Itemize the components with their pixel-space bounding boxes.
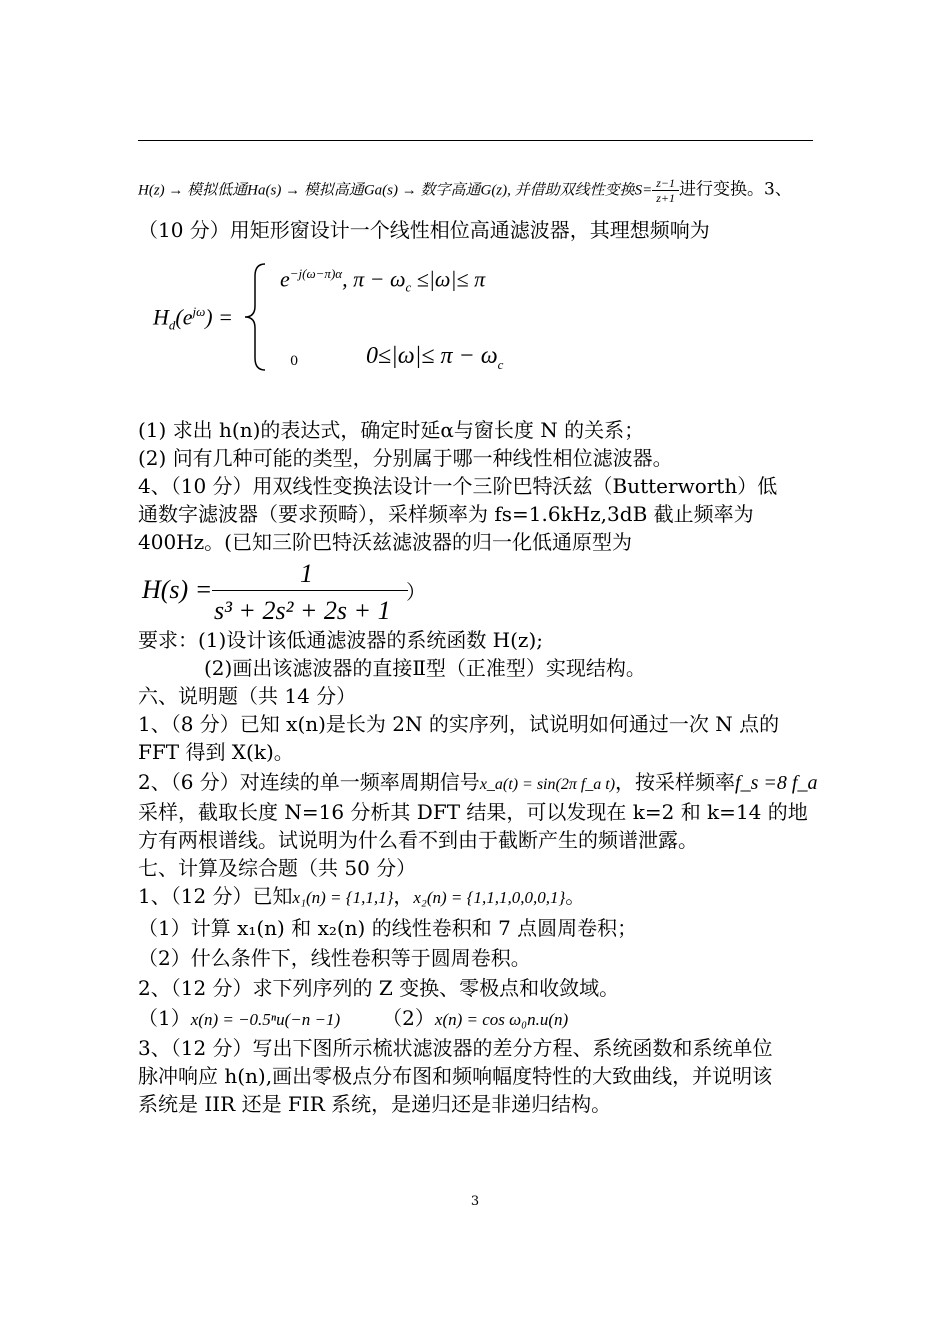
piecewise-brace bbox=[243, 262, 267, 372]
hs-fraction-bar bbox=[212, 590, 408, 591]
transform-chain-line bbox=[138, 176, 792, 205]
hs-close: ） bbox=[406, 580, 426, 604]
s7-q3-line-3: 系统是 IIR 还是 FIR 系统，是递归还是非递归结构。 bbox=[138, 1092, 612, 1116]
s7-q3-line-1: 3、（12 分）写出下图所示梳状滤波器的差分方程、系统函数和系统单位 bbox=[138, 1036, 773, 1060]
s7-q1-item-1: （1）计算 x₁(n) 和 x₂(n) 的线性卷积和 7 点圆周卷积； bbox=[138, 916, 638, 940]
s7-q3-line-2: 脉冲响应 h(n),画出零极点分布图和频响幅度特性的大致曲线，并说明该 bbox=[138, 1064, 773, 1088]
section-6-title: 六、说明题（共 14 分） bbox=[138, 684, 357, 708]
hs-numerator: 1 bbox=[300, 559, 313, 588]
s7-q2-items: （1）x(n) = −0.5ⁿu(−n −1) （2）x(n) = cos ω₀n.u(n) bbox=[138, 1006, 569, 1030]
hs-lhs: H(s) = bbox=[142, 575, 213, 604]
s7-q2-title: 2、（12 分）求下列序列的 Z 变换、零极点和收敛域。 bbox=[138, 976, 620, 1000]
s7-q1-line: 1、（12 分）已知x₁(n) = {1,1,1}，x₂(n) = {1,1,1,0,0,0,1}。 bbox=[138, 884, 586, 908]
hd-lhs: $H_d(e^{j\omega})$ = bbox=[153, 304, 233, 333]
s6-q2-line-3: 方有两根谱线。试说明为什么看不到由于截断产生的频谱泄露。 bbox=[138, 828, 698, 852]
q4-line-1: 4、（10 分）用双线性变换法设计一个三阶巴特沃兹（Butterworth）低 bbox=[138, 474, 778, 498]
q3-item-1: (1) 求出 h(n)的表达式，确定时延α与窗长度 N 的关系； bbox=[138, 418, 645, 442]
hd-case2: $0\le|\omega|\le \pi - \omega_c$ bbox=[366, 343, 504, 372]
bilinear-fraction bbox=[652, 176, 679, 205]
page-number: 3 bbox=[470, 1194, 480, 1209]
section-7-title: 七、计算及综合题（共 50 分） bbox=[138, 856, 417, 880]
hd-case1: $e^{-j(\omega-\pi)\alpha}$, $\pi - \omega_c \le|\omega|\le \pi$ bbox=[280, 266, 486, 295]
s6-q1-line-1: 1、（8 分）已知 x(n)是长为 2N 的实序列，试说明如何通过一次 N 点的 bbox=[138, 712, 780, 736]
frac-denominator: z+1 bbox=[656, 191, 676, 205]
transform-chain: H(z) → 模拟低通Ha(s) → 模拟高通Ga(s) → 数字高通G(z), 并借助双线性变换S= bbox=[138, 182, 653, 199]
hd-case2-value: 0 bbox=[290, 354, 299, 369]
q4-line-2: 通数字滤波器（要求预畸），采样频率为 fs=1.6kHz,3dB 截止频率为 bbox=[138, 502, 754, 526]
q4-req-2: (2)画出该滤波器的直接Ⅱ型（正准型）实现结构。 bbox=[204, 656, 646, 680]
transform-tail: 进行变换。3、 bbox=[679, 179, 792, 200]
s6-q2-line-1: 2、（6 分）对连续的单一频率周期信号x_a(t) = sin(2π f_a t)，按采样频率f_s =8 f_a bbox=[138, 770, 818, 794]
q4-line-3: 400Hz。(已知三阶巴特沃兹滤波器的归一化低通原型为 bbox=[138, 530, 632, 554]
frac-numerator: z−1 bbox=[652, 176, 679, 191]
hs-denominator: s³ + 2s² + 2s + 1 bbox=[214, 596, 391, 625]
s6-q1-line-2: FFT 得到 X(k)。 bbox=[138, 740, 294, 764]
s6-q2-line-2: 采样，截取长度 N=16 分析其 DFT 结果，可以发现在 k=2 和 k=14 的地 bbox=[138, 800, 808, 824]
header-rule bbox=[138, 140, 813, 141]
q3-item-2: (2) 问有几种可能的类型，分别属于哪一种线性相位滤波器。 bbox=[138, 446, 673, 470]
s7-q1-item-2: （2）什么条件下，线性卷积等于圆周卷积。 bbox=[138, 946, 531, 970]
q4-req-1: 要求：(1)设计该低通滤波器的系统函数 H(z); bbox=[138, 628, 544, 652]
q3-title: （10 分）用矩形窗设计一个线性相位高通滤波器，其理想频响为 bbox=[138, 218, 710, 242]
